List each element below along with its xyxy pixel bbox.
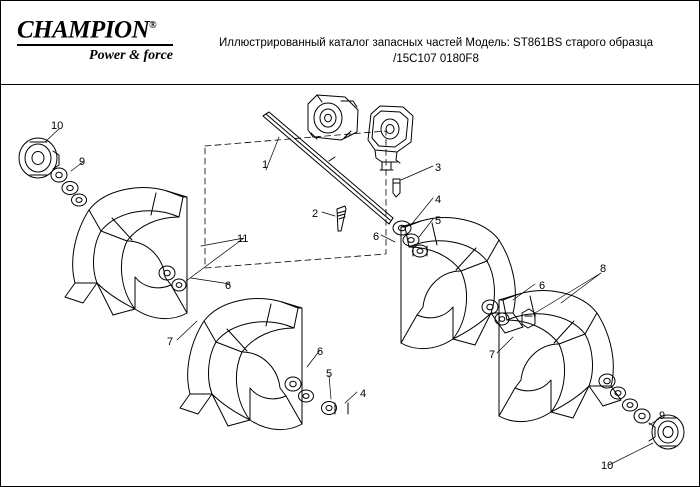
- callout-6-upper-left: 6: [225, 280, 232, 292]
- callout-6-right: 6: [373, 231, 380, 243]
- callout-5-right: 5: [435, 215, 442, 227]
- callout-4-lower-left: 4: [360, 388, 367, 400]
- leader-lines: [45, 129, 659, 465]
- callout-3-pin: 3: [435, 162, 442, 174]
- page-header: [1, 1, 700, 85]
- callout-10-right: 10: [601, 460, 614, 472]
- brand-tagline: Power & force: [89, 48, 173, 64]
- callout-8-key: 8: [600, 263, 607, 275]
- auger-shaft-part: [263, 112, 393, 224]
- auger-blade-upper-left: [65, 188, 187, 319]
- page-title: [181, 35, 691, 67]
- callout-11-auger: 11: [237, 233, 249, 245]
- callout-7-left: 7: [167, 336, 174, 348]
- callout-4-right: 4: [435, 194, 442, 206]
- callout-9-right: 9: [659, 410, 666, 422]
- auger-blade-lower-right: [499, 291, 621, 422]
- page-title-line-1: Иллюстрированный каталог запасных частей Модель: ST861BS старого образца: [219, 37, 653, 49]
- diagram-svg: [1, 85, 700, 487]
- hub-assembly-right: [599, 374, 684, 449]
- callout-6-upper-right: 6: [539, 280, 546, 292]
- gearbox-housing-part: [308, 95, 358, 140]
- brand-logo: [17, 13, 177, 67]
- hardware-stack-right: [393, 221, 428, 257]
- pin-part: [393, 179, 400, 197]
- exploded-parts-diagram: [1, 85, 700, 487]
- auger-blade-lower-left: [180, 299, 302, 430]
- callout-6-lower-left: 6: [317, 346, 324, 358]
- hardware-auger-lower-left: [285, 377, 348, 415]
- registered-trademark-icon: ®: [149, 20, 157, 31]
- hub-assembly-left: [19, 138, 87, 206]
- coupler-part: [368, 106, 413, 170]
- brand-name-text: CHAMPION: [17, 16, 150, 44]
- auger-blade-upper-right: [401, 215, 523, 349]
- page-title-line-2: /15C107 0180F8: [393, 53, 479, 65]
- callout-7-right: 7: [489, 349, 496, 361]
- callout-5-lower-left: 5: [326, 368, 333, 380]
- construction-box: [205, 131, 386, 268]
- callout-1-shaft: 1: [262, 159, 269, 171]
- callout-9-left: 9: [79, 156, 86, 168]
- brand-name: [17, 13, 177, 43]
- callout-10-left: 10: [51, 120, 64, 132]
- callout-2-bolt: 2: [312, 208, 319, 220]
- logo-divider: [17, 44, 173, 46]
- bolt-part: [337, 206, 346, 231]
